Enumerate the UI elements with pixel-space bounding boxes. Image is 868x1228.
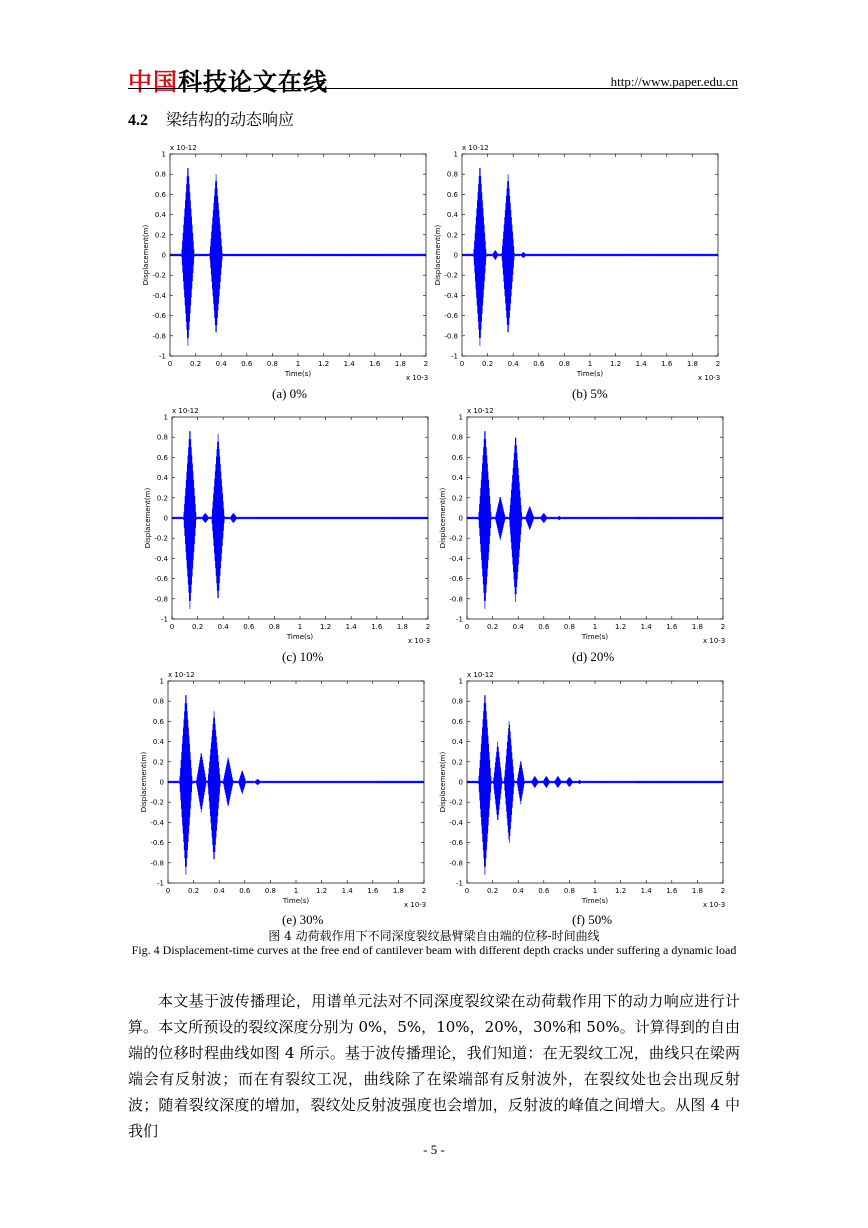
chart-f [437,667,737,907]
y-tick-label: 0.6 [152,717,164,726]
x-tick-label: 0.2 [190,360,202,368]
y-tick-label: 0.6 [154,190,166,199]
x-tick-label: 0 [167,360,173,368]
x-tick-label: 1.2 [318,360,330,368]
x-tick-label: 0.6 [243,623,255,631]
chart-panel-e [138,667,438,907]
x-tick-label: 0.2 [482,360,494,368]
y-tick-label: 0.4 [154,211,166,220]
y-tick-label: 0.8 [451,697,463,706]
body-paragraph: 本文基于波传播理论，用谱单元法对不同深度裂纹梁在动荷载作用下的动力响应进行计算。本文所预设的裂纹深度分别为 0%，5%，10%，20%，30%和 50%。计算得到的自由端的位移时程曲线如图 4 所示。基于波传播理论，我们知道：在无裂纹工况，曲线只在梁两端会有反射波；而在有裂纹工况，曲线除了在梁端部有反射波外，在裂纹处也会出现反射波；随着裂纹深度的增加，裂纹处反射波强度也会增加，反射波的峰值之间增大。从图 4 中我们 [128,992,740,1140]
y-tick-label: 0 [159,778,164,787]
x-axis-multiplier: x 10-3 [408,637,431,645]
x-tick-label: 2 [425,623,431,631]
y-tick-label: -0.8 [154,595,168,604]
y-tick-label: -1 [157,879,164,888]
y-tick-label: 0.8 [152,697,164,706]
y-tick-label: 1 [161,150,166,159]
y-tick-label: 0.4 [152,738,164,747]
x-tick-label: 0.4 [217,623,229,631]
x-tick-label: 1.2 [320,623,332,631]
x-axis-multiplier: x 10-3 [404,901,427,909]
x-tick-label: 1.4 [640,623,652,631]
y-tick-label: -0.4 [150,818,164,827]
x-tick-label: 0.8 [264,887,276,895]
y-tick-label: 0.2 [152,758,164,767]
y-tick-label: 0.6 [156,453,168,462]
y-axis-multiplier: x 10-12 [467,671,494,679]
x-tick-label: 1.8 [392,887,404,895]
y-tick-label: 0.2 [156,494,168,503]
y-axis-multiplier: x 10-12 [462,144,489,152]
x-tick-label: 1.6 [371,623,383,631]
x-axis-label: Time(s) [576,370,604,378]
x-tick-label: 1.8 [686,360,698,368]
x-tick-label: 0.2 [487,623,499,631]
y-tick-label: -0.8 [150,859,164,868]
panel-label-b: (b) 5% [572,386,608,401]
waveform-series [467,695,723,875]
x-tick-label: 1.6 [369,360,381,368]
x-axis-label: Time(s) [284,370,312,378]
x-axis-multiplier: x 10-3 [406,374,429,382]
section-title: 梁结构的动态响应 [166,110,295,129]
chart-d [437,403,737,643]
y-tick-label: 0.4 [446,211,458,220]
x-tick-label: 0.6 [533,360,545,368]
y-axis-multiplier: x 10-12 [170,144,197,152]
x-tick-label: 1.4 [345,623,357,631]
y-axis-label: Displacement(m) [142,224,150,286]
y-tick-label: -0.8 [444,332,458,341]
header-rule [128,88,738,89]
y-tick-label: -1 [159,352,166,361]
y-axis-label: Displacement(m) [434,224,442,286]
x-tick-label: 0.8 [268,623,280,631]
x-tick-label: 0 [165,887,171,895]
y-tick-label: 0 [453,251,458,260]
waveform-series [170,168,426,346]
figure-caption-en: Fig. 4 Displacement-time curves at the free end of cantilever beam with different depth cracks under suffering a dynamic load [131,943,737,957]
y-axis-multiplier: x 10-12 [467,407,494,415]
waveform-series [168,695,424,875]
x-tick-label: 1 [297,623,303,631]
y-axis-label: Displacement(m) [439,751,447,813]
waveform-series [172,431,428,609]
y-tick-label: -1 [451,352,458,361]
x-axis-multiplier: x 10-3 [698,374,721,382]
y-axis-multiplier: x 10-12 [168,671,195,679]
chart-panel-f [437,667,737,907]
x-tick-label: 1.2 [615,887,627,895]
x-tick-label: 2 [720,623,726,631]
x-tick-label: 1.4 [343,360,355,368]
y-tick-label: -0.4 [154,554,168,563]
x-tick-label: 1 [295,360,301,368]
x-tick-label: 1.6 [661,360,673,368]
journal-logo: 中国科技论文在线 [128,68,328,96]
panel-label-e: (e) 30% [282,912,324,927]
y-tick-label: 0.4 [451,474,463,483]
y-tick-label: 0.6 [451,717,463,726]
y-tick-label: 0.8 [156,433,168,442]
x-tick-label: 1.2 [610,360,622,368]
y-axis-label: Displacement(m) [439,487,447,549]
x-tick-label: 0.2 [487,887,499,895]
y-tick-label: -0.6 [154,575,168,584]
x-tick-label: 2 [421,887,427,895]
y-tick-label: 0.4 [156,474,168,483]
y-tick-label: -0.6 [449,575,463,584]
y-axis-label: Displacement(m) [144,487,152,549]
y-tick-label: 1 [458,677,463,686]
x-tick-label: 1.8 [396,623,408,631]
y-tick-label: -0.2 [154,534,168,543]
x-tick-label: 0.4 [512,887,524,895]
x-tick-label: 0.8 [266,360,278,368]
x-tick-label: 0 [464,623,470,631]
x-tick-label: 1.6 [666,887,678,895]
x-tick-label: 1 [592,623,598,631]
header-url[interactable]: http://www.paper.edu.cn [610,74,738,89]
x-tick-label: 0.8 [558,360,570,368]
x-tick-label: 0.8 [563,623,575,631]
x-tick-label: 1.6 [666,623,678,631]
y-tick-label: -0.4 [152,291,166,300]
x-tick-label: 2 [720,887,726,895]
panel-label-a: (a) 0% [272,386,308,401]
x-axis-label: Time(s) [581,633,609,641]
x-tick-label: 0.4 [507,360,519,368]
y-tick-label: 1 [458,413,463,422]
y-tick-label: -1 [456,879,463,888]
y-tick-label: 0.8 [451,433,463,442]
waveform-series [467,431,723,609]
x-tick-label: 0.4 [215,360,227,368]
x-tick-label: 0 [169,623,175,631]
x-tick-label: 0 [464,887,470,895]
y-tick-label: 0 [458,514,463,523]
y-tick-label: -0.2 [152,271,166,280]
y-tick-label: -0.2 [449,798,463,807]
y-tick-label: -0.2 [449,534,463,543]
chart-panel-b [432,140,732,380]
y-axis-label: Displacement(m) [140,751,148,813]
x-axis-multiplier: x 10-3 [703,901,726,909]
x-tick-label: 1.8 [691,887,703,895]
x-tick-label: 1.2 [316,887,328,895]
y-tick-label: -0.6 [150,839,164,848]
y-tick-label: -0.8 [449,595,463,604]
y-tick-label: 1 [453,150,458,159]
x-tick-label: 0 [459,360,465,368]
y-tick-label: 1 [163,413,168,422]
x-tick-label: 1 [293,887,299,895]
x-tick-label: 0.6 [241,360,253,368]
y-tick-label: -0.4 [444,291,458,300]
chart-panel-a [140,140,440,380]
y-tick-label: 0.4 [451,738,463,747]
x-tick-label: 0.4 [512,623,524,631]
x-tick-label: 1 [592,887,598,895]
x-tick-label: 2 [715,360,721,368]
section-heading [128,107,294,130]
x-tick-label: 1.8 [691,623,703,631]
chart-c [142,403,442,643]
y-tick-label: -0.6 [152,312,166,321]
x-axis-multiplier: x 10-3 [703,637,726,645]
y-tick-label: 0.8 [154,170,166,179]
y-tick-label: -0.2 [150,798,164,807]
y-tick-label: -0.8 [449,859,463,868]
y-tick-label: 0.2 [451,494,463,503]
x-axis-label: Time(s) [282,897,310,905]
y-tick-label: -1 [456,615,463,624]
chart-panel-c [142,403,442,643]
x-tick-label: 2 [423,360,429,368]
y-tick-label: -0.4 [449,554,463,563]
y-tick-label: 0 [458,778,463,787]
chart-e [138,667,438,907]
x-tick-label: 0.6 [538,887,550,895]
x-tick-label: 1.4 [341,887,353,895]
x-tick-label: 1.4 [635,360,647,368]
x-tick-label: 0.8 [563,887,575,895]
y-tick-label: 0 [161,251,166,260]
y-axis-multiplier: x 10-12 [172,407,199,415]
x-tick-label: 1 [587,360,593,368]
x-tick-label: 1.8 [394,360,406,368]
chart-b [432,140,732,380]
x-tick-label: 0.2 [192,623,204,631]
y-tick-label: 1 [159,677,164,686]
x-tick-label: 1.2 [615,623,627,631]
panel-label-d: (d) 20% [572,649,615,664]
x-tick-label: 0.6 [239,887,251,895]
y-tick-label: 0.6 [451,453,463,462]
x-tick-label: 1.4 [640,887,652,895]
y-tick-label: -0.8 [152,332,166,341]
y-tick-label: -0.2 [444,271,458,280]
y-tick-label: 0.2 [154,231,166,240]
y-tick-label: -0.6 [444,312,458,321]
panel-label-f: (f) 50% [572,912,613,927]
x-tick-label: 0.4 [213,887,225,895]
x-tick-label: 1.6 [367,887,379,895]
y-tick-label: 0 [163,514,168,523]
y-tick-label: -0.4 [449,818,463,827]
page-number: - 5 - [423,1142,445,1157]
x-tick-label: 0.6 [538,623,550,631]
section-number: 4.2 [128,112,148,129]
y-tick-label: -1 [161,615,168,624]
chart-panel-d [437,403,737,643]
chart-a [140,140,440,380]
x-axis-label: Time(s) [286,633,314,641]
y-tick-label: -0.6 [449,839,463,848]
x-axis-label: Time(s) [581,897,609,905]
y-tick-label: 0.8 [446,170,458,179]
figure-caption-cn: 图 4 动荷载作用下不同深度裂纹悬臂梁自由端的位移-时间曲线 [268,929,600,943]
y-tick-label: 0.2 [446,231,458,240]
y-tick-label: 0.2 [451,758,463,767]
panel-label-c: (c) 10% [282,649,324,664]
x-tick-label: 0.2 [188,887,200,895]
waveform-series [462,168,718,346]
y-tick-label: 0.6 [446,190,458,199]
